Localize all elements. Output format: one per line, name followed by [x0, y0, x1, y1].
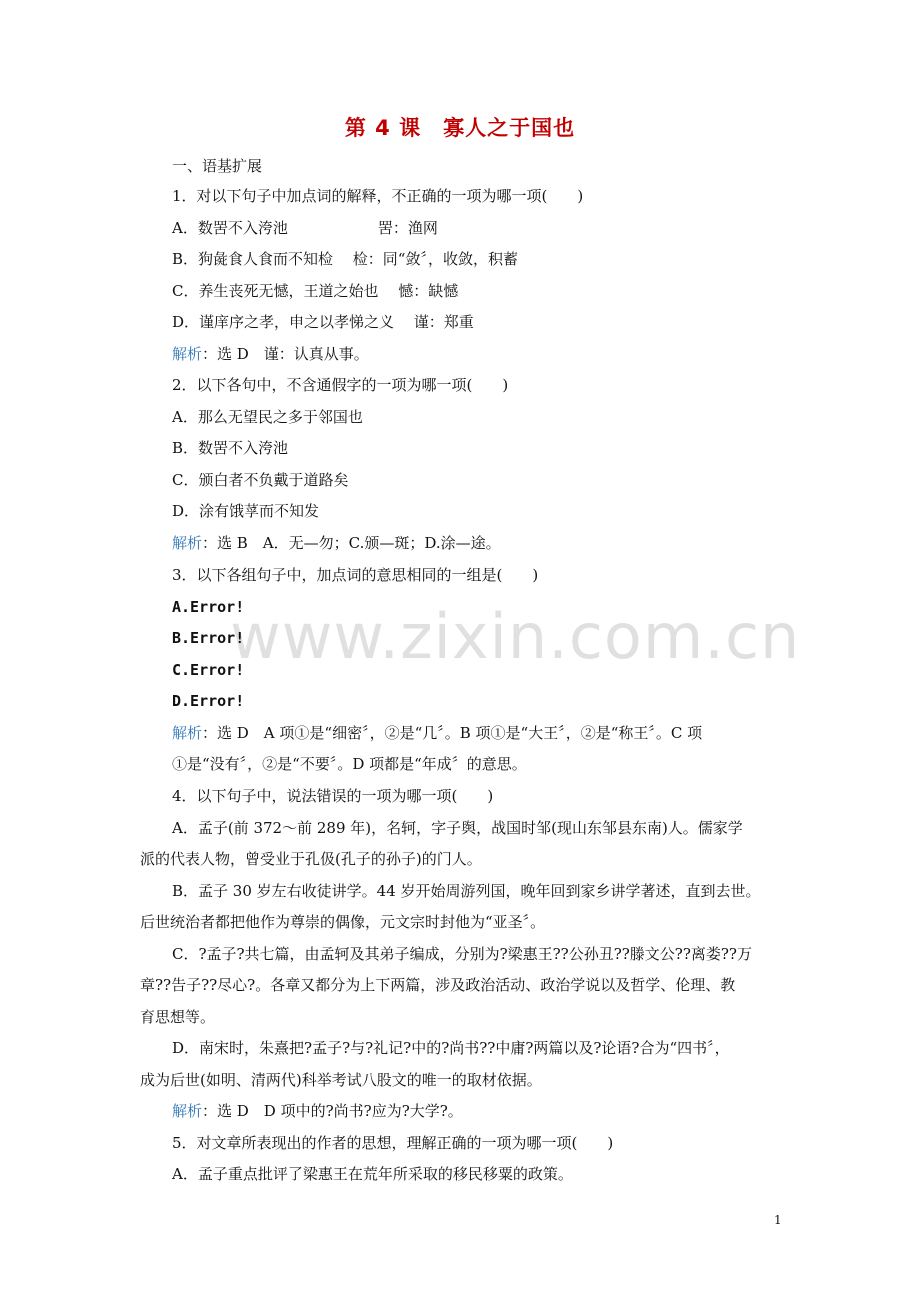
section-heading: 一、语基扩展: [172, 157, 263, 175]
question-3-option-a: A.Error!: [172, 598, 245, 616]
question-4-option-b-line1: B．孟子 30 岁左右收徒讲学。44 岁开始周游列国，晚年回到家乡讲学著述，直到去世。: [172, 882, 761, 900]
question-1-analysis: [172, 344, 369, 364]
analysis-label: 解析: [172, 724, 203, 742]
question-4-option-c-line1: C．?孟子?共七篇，由孟轲及其弟子编成，分别为?梁惠王??公孙丑??滕文公??离娄??万: [172, 945, 752, 963]
question-5-option-a: A．孟子重点批评了梁惠王在荒年所采取的移民移粟的政策。: [172, 1165, 573, 1183]
question-2-option-b: B．数罟不入洿池: [172, 439, 289, 457]
analysis-label: 解析: [172, 1102, 203, 1120]
analysis-text: ：选 B A．无—勿；C.颁—斑；D.涂—途。: [202, 534, 501, 552]
question-2-analysis: [172, 533, 501, 553]
question-4-option-d-line2: 成为后世(如明、清两代)科举考试八股文的唯一的取材依据。: [140, 1071, 542, 1089]
question-4-option-b-line2: 后世统治者都把他作为尊崇的偶像，元文宗时封他为“亚圣〞。: [140, 913, 546, 931]
question-3-stem: 3．以下各组句子中，加点词的意思相同的一组是( ): [172, 566, 539, 584]
analysis-text: ：选 D D 项中的?尚书?应为?大学?。: [202, 1102, 463, 1120]
question-1-option-d: D．谨庠序之孝，申之以孝悌之义 谨：郑重: [172, 313, 474, 331]
page-number: 1: [774, 1213, 782, 1227]
question-3-analysis-cont: ①是“没有〞，②是“不要〞。D 项都是“年成〞的意思。: [172, 755, 527, 773]
question-4-option-a-line2: 派的代表人物，曾受业于孔伋(孔子的孙子)的门人。: [140, 850, 482, 868]
question-4-option-a-line1: A．孟子(前 372～前 289 年)，名轲，字子舆，战国时邹(现山东邹县东南)人。儒家学: [172, 819, 743, 837]
analysis-label: 解析: [172, 345, 203, 363]
question-4-option-c-line2: 章??告子??尽心?。各章又都分为上下两篇，涉及政治活动、政治学说以及哲学、伦理、教: [140, 976, 736, 994]
question-3-option-c: C.Error!: [172, 661, 245, 679]
watermark: www.zixin.com.cn: [230, 600, 801, 673]
question-2-option-a: A．那么无望民之多于邻国也: [172, 408, 363, 426]
question-2-option-d: D．涂有饿莩而不知发: [172, 502, 320, 520]
question-2-option-c: C．颁白者不负戴于道路矣: [172, 471, 349, 489]
question-4-option-c-line3: 育思想等。: [140, 1008, 216, 1026]
question-1-option-b: B．狗彘食人食而不知检 检：同“敛〞，收敛，积蓄: [172, 250, 518, 268]
question-4-analysis: [172, 1101, 463, 1121]
analysis-text: ：选 D A 项①是“细密〞，②是“几〞。B 项①是“大王〞，②是“称王〞。C 项: [202, 724, 703, 742]
page-title: 第 4 课 寡人之于国也: [344, 116, 576, 140]
question-4-option-d-line1: D．南宋时，朱熹把?孟子?与?礼记?中的?尚书??中庸?两篇以及?论语?合为“四书〞，: [172, 1039, 730, 1057]
question-3-option-b: B.Error!: [172, 629, 245, 647]
question-1-option-a: A．数罟不入洿池 罟：渔网: [172, 219, 438, 237]
question-3-analysis: [172, 723, 702, 743]
question-4-stem: 4．以下句子中，说法错误的一项为哪一项( ): [172, 787, 494, 805]
question-3-option-d: D.Error!: [172, 692, 245, 710]
question-2-stem: 2．以下各句中，不含通假字的一项为哪一项( ): [172, 376, 509, 394]
question-5-stem: 5．对文章所表现出的作者的思想，理解正确的一项为哪一项( ): [172, 1134, 614, 1152]
analysis-label: 解析: [172, 534, 203, 552]
analysis-text: ：选 D 谨：认真从事。: [202, 345, 369, 363]
question-1-option-c: C．养生丧死无憾，王道之始也 憾：缺憾: [172, 282, 459, 300]
question-1-stem: 1．对以下句子中加点词的解释，不正确的一项为哪一项( ): [172, 187, 584, 205]
